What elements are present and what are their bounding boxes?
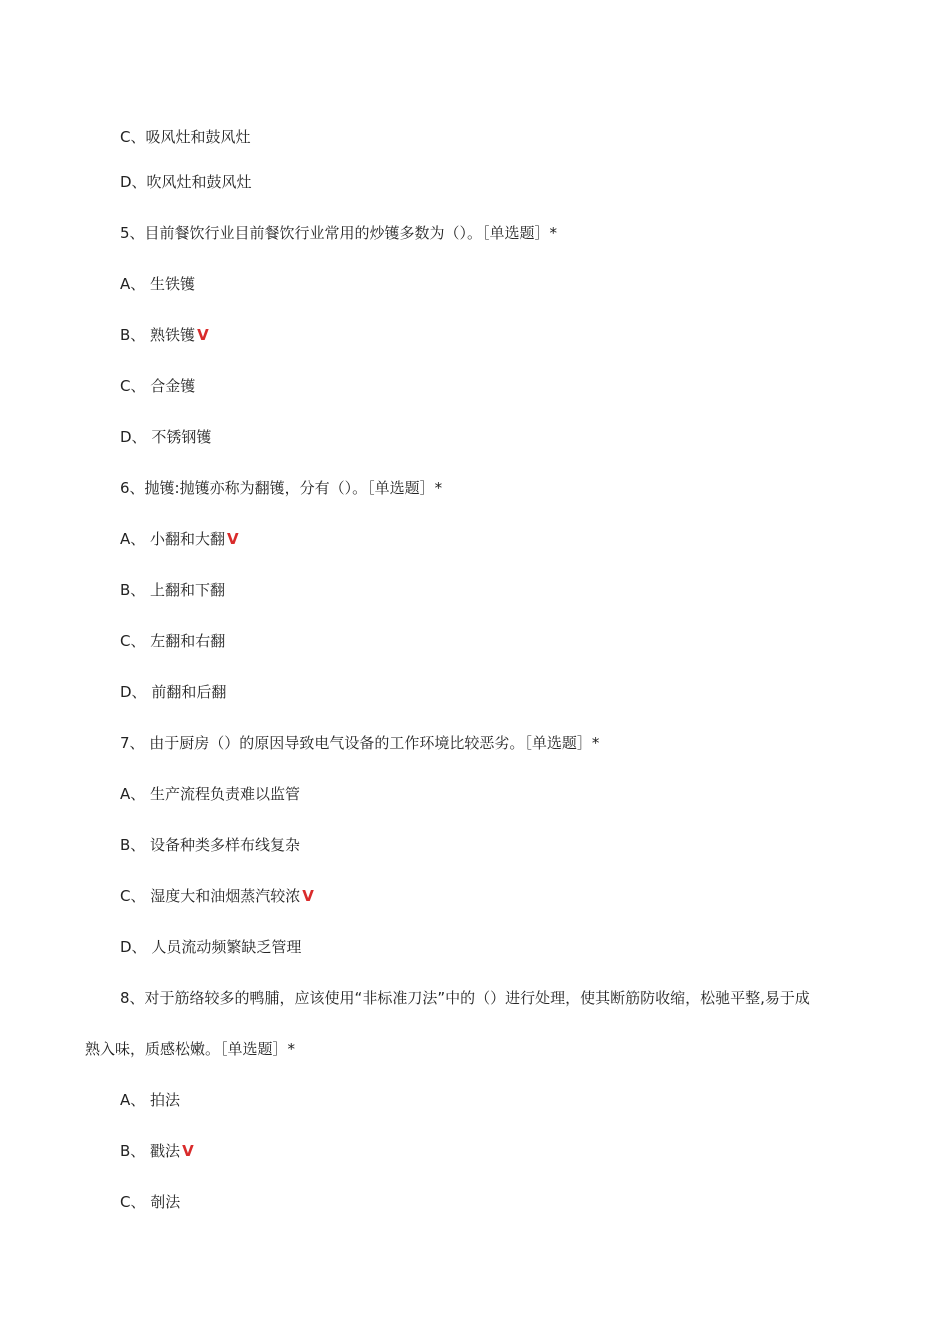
question-text: 8、对于筋络较多的鸭脯，应该使用“非标准刀法”中的（）进行处理，使其断筋防收缩，松驰平整,易于成 xyxy=(120,989,810,1007)
question-6 xyxy=(120,478,442,498)
q6-option-a[interactable] xyxy=(120,529,239,549)
q7-option-c[interactable] xyxy=(120,886,314,906)
q6-option-c[interactable] xyxy=(120,631,225,651)
q7-option-d[interactable] xyxy=(120,937,301,957)
correct-mark-icon: V xyxy=(302,887,314,905)
option-text: A、 拍法 xyxy=(120,1091,181,1109)
question-text: 6、抛镬:抛镬亦称为翻镬，分有（）。［单选题］* xyxy=(120,479,443,497)
option-text: C、 左翻和右翻 xyxy=(120,632,226,650)
question-7 xyxy=(120,733,599,753)
q6-option-b[interactable] xyxy=(120,580,225,600)
option-text: B、 设备种类多样布线复杂 xyxy=(120,836,301,854)
q8-option-c[interactable] xyxy=(120,1192,180,1212)
q5-option-d[interactable] xyxy=(120,427,211,447)
question-text: 5、目前餐饮行业目前餐饮行业常用的炒镬多数为（）。［单选题］* xyxy=(120,224,558,242)
question-5 xyxy=(120,223,557,243)
q5-option-a[interactable] xyxy=(120,274,195,294)
q8-option-b[interactable] xyxy=(120,1141,194,1161)
question-8-continued xyxy=(85,1039,295,1059)
question-8 xyxy=(120,988,810,1008)
q8-option-a[interactable] xyxy=(120,1090,180,1110)
option-d-prev xyxy=(120,172,252,192)
question-text: 7、 由于厨房（）的原因导致电气设备的工作环境比较恶劣。［单选题］* xyxy=(120,734,600,752)
q6-option-d[interactable] xyxy=(120,682,226,702)
option-text: C、 剞法 xyxy=(120,1193,181,1211)
option-text: B、 熟铁镬 xyxy=(120,326,196,344)
option-text: D、吹风灶和鼓风灶 xyxy=(120,173,252,191)
option-text: B、 戳法 xyxy=(120,1142,181,1160)
q7-option-a[interactable] xyxy=(120,784,300,804)
q5-option-b[interactable] xyxy=(120,325,209,345)
option-text: C、 湿度大和油烟蒸汽较浓 xyxy=(120,887,301,905)
option-text: B、 上翻和下翻 xyxy=(120,581,226,599)
option-text: A、 生产流程负责难以监管 xyxy=(120,785,301,803)
option-c-prev xyxy=(120,127,250,147)
option-text: C、 合金镬 xyxy=(120,377,196,395)
option-text: C、吸风灶和鼓风灶 xyxy=(120,128,251,146)
option-text: A、 小翻和大翻 xyxy=(120,530,226,548)
option-text: D、 不锈钢镬 xyxy=(120,428,212,446)
q7-option-b[interactable] xyxy=(120,835,300,855)
correct-mark-icon: V xyxy=(227,530,239,548)
correct-mark-icon: V xyxy=(197,326,209,344)
option-text: A、 生铁镬 xyxy=(120,275,196,293)
q5-option-c[interactable] xyxy=(120,376,195,396)
option-text: D、 人员流动频繁缺乏管理 xyxy=(120,938,302,956)
question-text: 熟入味，质感松嫩。［单选题］* xyxy=(85,1040,296,1058)
correct-mark-icon: V xyxy=(182,1142,194,1160)
option-text: D、 前翻和后翻 xyxy=(120,683,227,701)
